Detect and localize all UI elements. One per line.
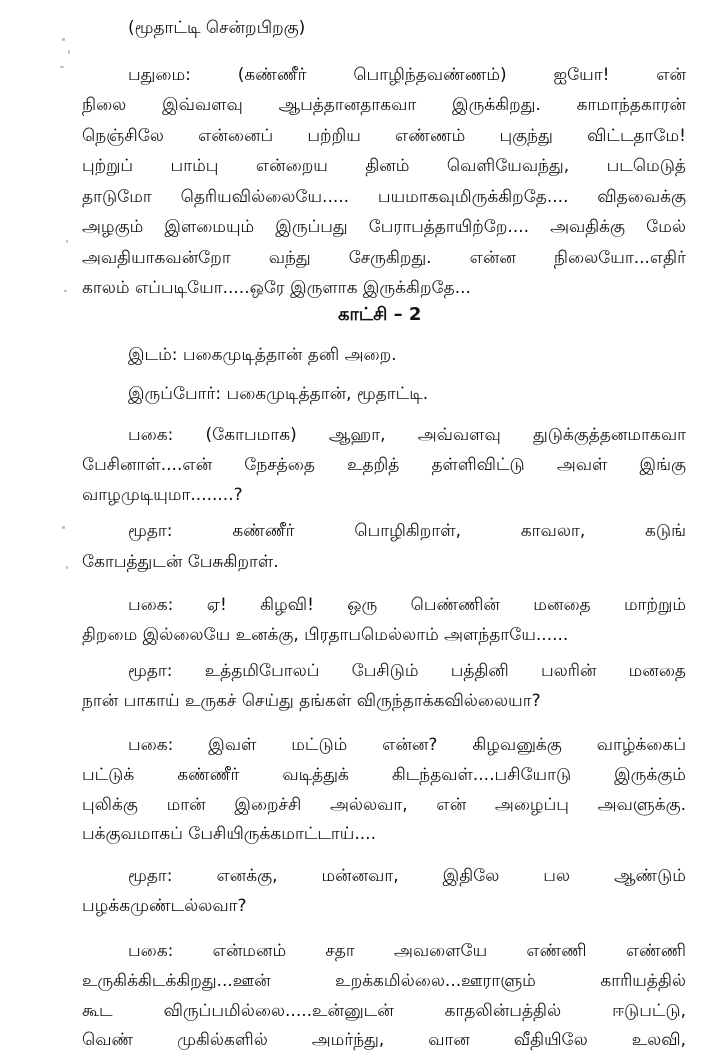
speech-line: வெண் முகில்களில் அமர்ந்து, வான வீதியிலே உலவி,: [82, 1030, 686, 1050]
speech-line: கூட விருப்பமில்லை.....உன்னுடன் காதலின்பத்தில் ஈடுபட்டு,: [82, 1001, 686, 1021]
stage-direction: (மூதாட்டி சென்றபிறகு): [128, 18, 306, 38]
speech-line: பகை: (கோபமாக) ஆஹா, அவ்வளவு துடுக்குத்தனமாகவா: [128, 425, 686, 445]
speech-line: உருகிக்கிடக்கிறது...ஊன் உறக்கமில்லை...ஊராளும் காரியத்தில்: [82, 971, 686, 991]
speech-line: அழகும் இளமையும் இருப்பது பேராபத்தாயிற்றே.... அவதிக்கு மேல்: [82, 217, 686, 237]
speech-line: காலம் எப்படியோ.....ஒரே இருளாக இருக்கிறதே...: [82, 278, 471, 298]
speech-line: மூதா: உத்தமிபோலப் பேசிடும் பத்தினி பலரின் மனதை: [128, 661, 686, 681]
speech-line: பட்டுக் கண்ணீர் வடித்துக் கிடந்தவள்....பசியோடு இருக்கும்: [82, 765, 686, 785]
speech-line: வாழமுடியுமா........?: [82, 485, 243, 505]
speech-line: பகை: ஏ! கிழவி! ஒரு பெண்ணின் மனதை மாற்றும்: [128, 595, 686, 615]
speech-line: நிலை இவ்வளவு ஆபத்தானதாகவா இருக்கிறது. காமாந்தகாரன்: [82, 95, 686, 115]
speech-line: திறமை இல்லையே உனக்கு, பிரதாபமெல்லாம் அளந்தாயே......: [82, 625, 569, 645]
speech-line: மூதா: எனக்கு, மன்னவா, இதிலே பல ஆண்டும்: [128, 866, 686, 886]
scan-speck: [66, 566, 68, 569]
speech-line: தாடுமோ தெரியவில்லையே..... பயமாகவுமிருக்கிறதே.... விதவைக்கு: [82, 187, 686, 207]
speech-line: புற்றுப் பாம்பு என்றைய தினம் வெளியேவந்து, படமெடுத்: [82, 156, 686, 176]
speech-line: பழக்கமுண்டல்லவா?: [82, 896, 247, 916]
speech-line: புலிக்கு மான் இறைச்சி அல்லவா, என் அழைப்பு அவளுக்கு.: [82, 795, 686, 815]
speech-line: பேசினாள்....என் நேசத்தை உதறித் தள்ளிவிட்டு அவள் இங்கு: [82, 455, 686, 475]
speech-line: நான் பாகாய் உருகச் செய்து தங்கள் விருந்தாக்கவில்லையா?: [82, 691, 541, 711]
speech-line: அவதியாகவன்றோ வந்து சேருகிறது. என்ன நிலையோ...எதிர்: [82, 248, 686, 268]
speech-line: பகை: என்மனம் சதா அவளையே எண்ணி எண்ணி: [128, 941, 686, 961]
scene-place: இடம்: பகைமுடித்தான் தனி அறை.: [128, 345, 397, 365]
speech-line: பக்குவமாகப் பேசியிருக்கமாட்டாய்....: [82, 824, 376, 844]
speech-line: பகை: இவள் மட்டும் என்ன? கிழவனுக்கு வாழ்க்கைப்: [128, 735, 686, 755]
scene-heading: காட்சி – 2: [338, 304, 422, 325]
scan-speck: [60, 66, 64, 68]
scene-characters: இருப்போர்: பகைமுடித்தான், மூதாட்டி.: [128, 384, 429, 404]
speech-line: பதுமை: (கண்ணீர் பொழிந்தவண்ணம்) ஐயோ! என்: [128, 65, 686, 85]
speech-line: கோபத்துடன் பேசுகிறாள்.: [82, 552, 279, 572]
speech-line: மூதா: கண்ணீர் பொழிகிறாள், காவலா, கடுங்: [128, 521, 686, 541]
scan-speck: [62, 526, 65, 529]
speech-line: நெஞ்சிலே என்னைப் பற்றிய எண்ணம் புகுந்து விட்டதாமே!: [82, 126, 686, 146]
scan-speck: [62, 38, 65, 41]
scan-speck: [68, 50, 70, 54]
scan-speck: [66, 240, 68, 243]
scan-speck: [64, 290, 67, 292]
